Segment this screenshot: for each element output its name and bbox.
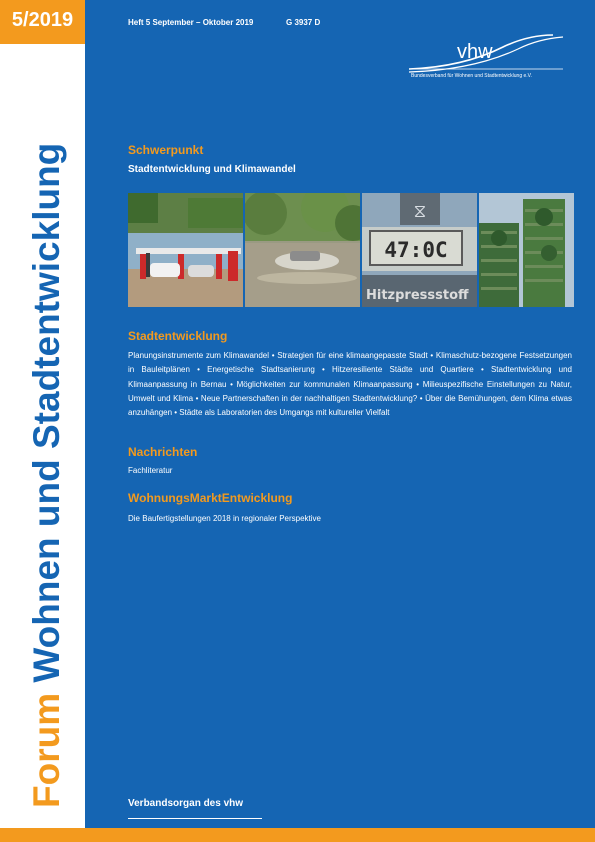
footer-text: Verbandsorgan des vhw: [128, 798, 244, 809]
title-main: Wohnen und Stadtentwicklung: [26, 142, 67, 683]
photo-flood: [245, 193, 360, 307]
cover-main-panel: [85, 0, 595, 828]
issn-code: G 3937 D: [286, 18, 321, 27]
photo-green-tower: [479, 193, 574, 307]
photo-thermometer: [362, 193, 477, 307]
left-column: [0, 0, 85, 842]
issue-number: 5/2019: [11, 9, 74, 31]
stadtentwicklung-text: Planungsinstrumente zum Klimawandel • Strategien für eine klimaangepasste Stadt • Klimaschutz-bezogene Festsetzungen in Bauleitplänen • Energetische Stadtsanierung • Hitzeresiliente Städte und Quartiere • Stadtentwicklung und Klimaanpassung in Bernau • Möglichkeiten zur kommunalen Klimaanpassung • Milieuspezifische Einstellungen zu Natur, Umwelt und Klima • Neue Partnerschaften in der nachhaltigen Stadtentwicklung? • Über die Bemühungen, dem Klima etwas anzuhängen • Städte als Laboratorien des Umgangs mit kultureller Vielfalt: [128, 351, 572, 418]
bottom-bar: [0, 828, 595, 842]
svg-text:⧖: ⧖: [413, 201, 427, 222]
logo-word: vhw: [457, 41, 493, 63]
logo-subtitle: Bundesverband für Wohnen und Stadtentwicklung e.V.: [411, 73, 532, 79]
photo-strip: [128, 193, 574, 307]
nachrichten-text: Fachliteratur: [128, 466, 173, 475]
header-line: [128, 18, 321, 27]
schwerpunkt-subtitle: Stadtentwicklung und Klimawandel: [128, 164, 296, 175]
sign-text: Hitzpressstoff: [366, 288, 469, 303]
stadtentwicklung-heading: Stadtentwicklung: [128, 329, 228, 343]
issue-badge: [0, 0, 85, 44]
thermometer-reading: 47:0C: [384, 238, 448, 262]
title-forum: Forum: [26, 692, 67, 808]
nachrichten-heading: Nachrichten: [128, 445, 198, 459]
heft-info: Heft 5 September – Oktober 2019: [128, 18, 254, 27]
vertical-title: [28, 143, 65, 808]
vhw-logo: [403, 33, 568, 83]
footer-divider: [128, 818, 262, 819]
schwerpunkt-heading: Schwerpunkt: [128, 143, 204, 157]
wohnungsmarkt-heading: WohnungsMarktEntwicklung: [128, 491, 293, 505]
wohnungsmarkt-text: Die Baufertigstellungen 2018 in regionaler Perspektive: [128, 514, 322, 523]
photo-charging-station: [128, 193, 243, 307]
